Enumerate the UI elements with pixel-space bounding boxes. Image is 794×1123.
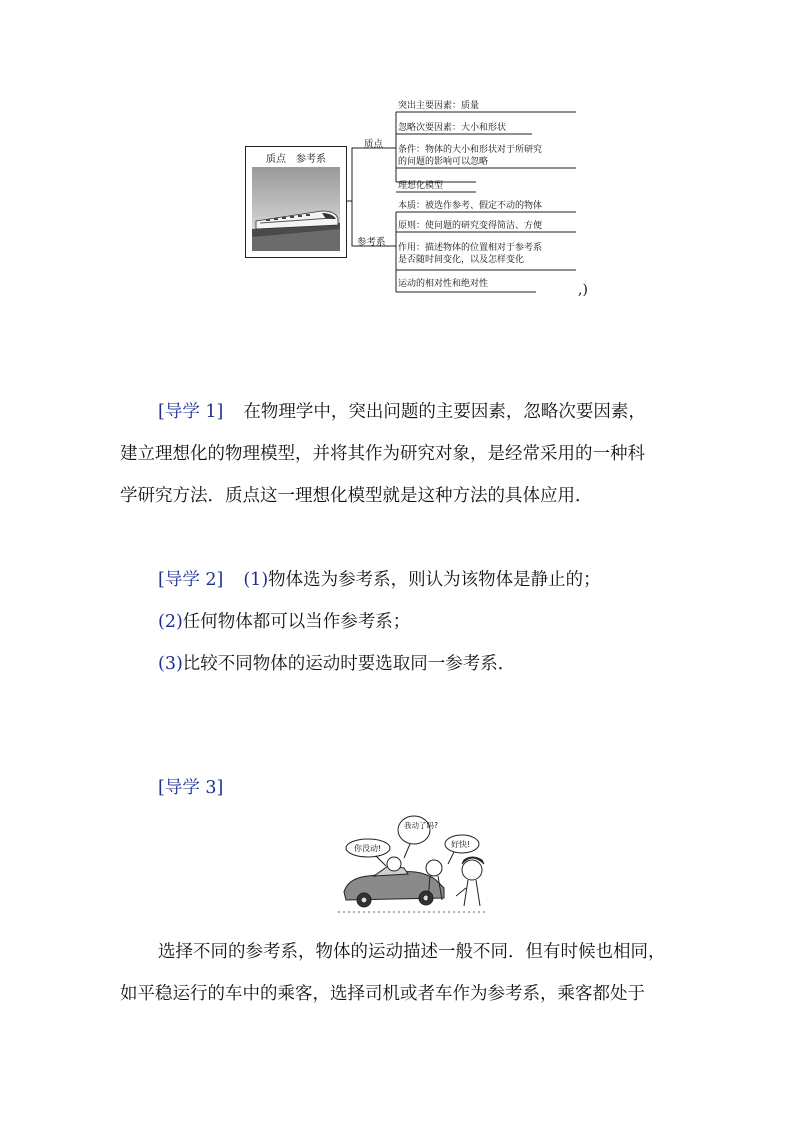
leaf-essence: 本质：被选作参考、假定不动的物体	[398, 201, 543, 211]
leaf-relativity: 运动的相对性和绝对性	[398, 279, 489, 289]
guide1-text-1: 在物理学中，突出问题的主要因素，忽略次要因素，	[243, 402, 646, 422]
guide1-line3: 学研究方法．质点这一理想化模型就是这种方法的具体应用．	[120, 486, 593, 506]
guide3-line2: 如平稳运行的车中的乘客，选择司机或者车作为参考系，乘客都处于	[120, 984, 645, 1004]
bubble-text-3: 好快!	[451, 840, 471, 849]
leaf-function-1: 作用：描述物体的位置相对于参考系	[398, 243, 543, 253]
branch-label-reference: 参考系	[357, 237, 386, 248]
guide2-text-3: 比较不同物体的运动时要选取同一参考系．	[182, 654, 516, 674]
concept-map	[240, 96, 600, 306]
guide2-text-2: 任何物体都可以当作参考系；	[182, 612, 411, 632]
leaf-principle: 原则：使问题的研究变得简洁、方便	[398, 221, 543, 231]
leaf-main-factor: 突出主要因素：质量	[398, 101, 480, 111]
leaf-condition-2: 的问题的影响可以忽略	[398, 157, 489, 167]
guide2-line3	[158, 650, 515, 675]
guide1-line1	[158, 398, 646, 423]
leaf-function-2: 是否随时间变化，以及怎样变化	[398, 255, 525, 265]
bubble-text-2: 我动了吗?	[404, 821, 438, 830]
guide2-num-2: (2)	[158, 612, 183, 632]
guide2-text-1: 物体选为参考系，则认为该物体是静止的；	[268, 570, 601, 590]
branch-label-particle: 质点	[364, 139, 384, 150]
guide1-tag: [导学 1]	[158, 402, 224, 422]
guide2-line1	[158, 566, 601, 591]
guide3-tag: [导学 3]	[158, 778, 224, 798]
car-cartoon-illustration	[338, 808, 490, 920]
leaf-ideal-model: 理想化模型	[398, 181, 444, 191]
guide2-line2	[158, 608, 410, 633]
tail-mark: ,)	[578, 282, 588, 298]
guide2-num-1: (1)	[243, 570, 269, 590]
guide3-line1: 选择不同的参考系，物体的运动描述一般不同．但有时候也相同，	[158, 942, 666, 962]
bubble-text-1: 你没动!	[354, 844, 382, 853]
concept-box-title: 质点 参考系	[266, 154, 326, 165]
guide2-num-3: (3)	[158, 654, 183, 674]
guide2-tag: [导学 2]	[158, 570, 224, 590]
guide1-line2: 建立理想化的物理模型，并将其作为研究对象，是经常采用的一种科	[120, 444, 645, 464]
leaf-minor-factor: 忽略次要因素：大小和形状	[398, 123, 507, 133]
leaf-condition-1: 条件：物体的大小和形状对于所研究	[398, 145, 543, 155]
